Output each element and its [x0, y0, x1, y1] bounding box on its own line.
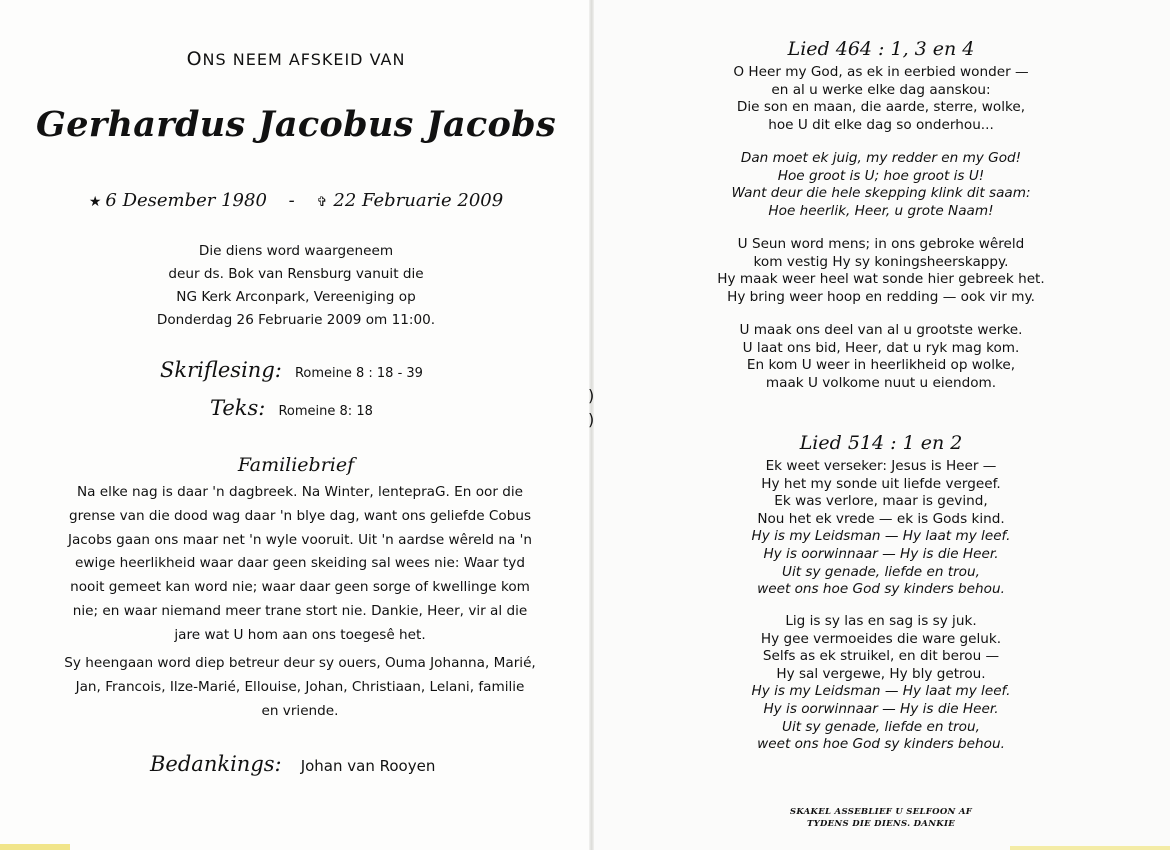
verse-line: Want deur die hele skepping klink dit saam: [731, 185, 1031, 202]
letter-line: nie; en waar niemand meer trane stort nie. Dankie, Heer, vir al die [72, 602, 528, 619]
fold-mark: ) [588, 410, 595, 429]
verse-line: weet ons hoe God sy kinders behou. [757, 581, 1005, 598]
verse-line: Hy gee vermoeides die ware geluk. [760, 630, 1002, 647]
verse-line: Hoe heerlik, Heer, u grote Naam! [768, 202, 994, 219]
acknowledgements-name: Johan van Rooyen [300, 757, 436, 775]
hymn-464-verse-3 [592, 236, 1170, 306]
verse-line: maak U volkome nuut u eiendom. [765, 374, 997, 391]
verse-line: Hy is oorwinnaar — Hy is die Heer. [763, 545, 999, 562]
verse-line: Hy is my Leidsman — Hy laat my leef. [751, 683, 1011, 700]
verse-line: Nou het ek vrede — ek is Gods kind. [757, 510, 1005, 527]
birth-date: 6 Desember 1980 [105, 190, 267, 211]
verse-line: Hy is my Leidsman — Hy laat my leef. [751, 528, 1011, 545]
verse-line: O Heer my God, as ek in eerbied wonder — [733, 64, 1029, 80]
service-line: Die diens word waargeneem [198, 243, 394, 259]
verse-line: Hy het my sonde uit liefde vergeef. [761, 475, 1001, 492]
hymn-514-verse-2 [592, 613, 1170, 754]
farewell-heading [0, 48, 592, 70]
page-edge-mark [0, 844, 70, 850]
service-line: Donderdag 26 Februarie 2009 om 11:00. [156, 312, 436, 328]
verse-line: Hy is oorwinnaar — Hy is die Heer. [763, 700, 999, 717]
verse-line: Uit sy genade, liefde en trou, [782, 718, 980, 735]
mourners-paragraph [44, 652, 556, 723]
letter-line: grense van die dood wag daar 'n blye dag, want ons geliefde Cobus [68, 507, 532, 524]
letter-line: Na elke nag is daar 'n dagbreek. Na Winter, lentepraG. En oor die [76, 484, 524, 500]
verse-line: Hy bring weer hoop en redding — ook vir my. [727, 288, 1035, 305]
verse-line: Lig is sy las en sag is sy juk. [785, 613, 977, 629]
hymn-464-verse-1 [592, 64, 1170, 134]
letter-line: Jacobs gaan ons maar net 'n wyle vooruit. Uit 'n aardse wêreld na 'n [67, 531, 533, 548]
verse-line: U laat ons bid, Heer, dat u ryk mag kom. [742, 339, 1020, 356]
hymn-514-verse-1 [592, 458, 1170, 599]
service-details [0, 240, 592, 332]
scripture-label: Skriflesing: [160, 358, 282, 382]
mourners-line: en vriende. [261, 702, 339, 719]
notice-line: TYDENS DIE DIENS. DANKIE [806, 819, 956, 829]
letter-line: nooit gemeet kan word nie; waar daar geen sorge of kwellinge kom [70, 579, 530, 596]
date-separator: - [288, 190, 295, 211]
acknowledgements [150, 752, 435, 776]
letter-line: ewige heerlikheid waar daar geen skeiding sal wees nie: Waar tyd [75, 555, 525, 572]
verse-line: En kom U weer in heerlikheid op wolke, [746, 357, 1016, 374]
mourners-line: Jan, Francois, Ilze-Marié, Ellouise, Johan, Christiaan, Lelani, familie [75, 678, 525, 695]
verse-line: Dan moet ek juig, my redder en my God! [740, 150, 1022, 166]
family-letter [44, 481, 556, 648]
hymn-464-refrain [592, 150, 1170, 220]
verse-line: Hy sal vergewe, Hy bly getrou. [776, 665, 986, 682]
farewell-heading-initial: O [186, 48, 203, 70]
hymn-514-title: Lied 514 : 1 en 2 [799, 432, 963, 454]
text-label: Teks: [210, 396, 266, 420]
notice-line: SKAKEL ASSEBLIEF U SELFOON AF [789, 807, 973, 817]
mourners-line: Sy heengaan word diep betreur deur sy ouers, Ouma Johanna, Marié, [64, 655, 536, 671]
family-letter-title: Familiebrief [237, 454, 355, 476]
service-line: deur ds. Bok van Rensburg vanuit die [168, 266, 424, 282]
scripture-reading [160, 358, 423, 382]
verse-line: Selfs as ek struikel, en dit berou — [762, 648, 1000, 665]
verse-line: U Seun word mens; in ons gebroke wêreld [737, 236, 1025, 252]
verse-line: Ek was verlore, maar is gevind, [774, 493, 988, 510]
verse-line: U maak ons deel van al u grootste werke. [739, 322, 1023, 338]
acknowledgements-label: Bedankings: [150, 752, 282, 776]
verse-line: en al u werke elke dag aanskou: [771, 81, 991, 98]
verse-line: Hoe groot is U; hoe groot is U! [777, 167, 985, 184]
sermon-text [210, 396, 373, 420]
hymn-464-title: Lied 464 : 1, 3 en 4 [787, 38, 975, 60]
verse-line: kom vestig Hy sy koningsheerskappy. [753, 253, 1009, 270]
death-date: 22 Februarie 2009 [333, 190, 504, 211]
letter-line: jare wat U hom aan ons toegesê het. [174, 626, 426, 643]
death-cross-icon: ✞ [316, 195, 328, 210]
verse-line: Die son en maan, die aarde, sterre, wolke, [736, 99, 1026, 116]
life-dates [0, 190, 592, 211]
text-reference: Romeine 8: 18 [278, 404, 373, 419]
verse-line: Ek weet verseker: Jesus is Heer — [765, 458, 997, 474]
page-edge-mark-right [1010, 846, 1170, 850]
verse-line: Hy maak weer heel wat sonde hier gebreek het. [717, 271, 1045, 288]
verse-line: weet ons hoe God sy kinders behou. [757, 736, 1005, 753]
verse-line: hoe U dit elke dag so onderhou... [768, 116, 994, 133]
service-line: NG Kerk Arconpark, Vereeniging op [176, 289, 416, 305]
birth-star-icon: ★ [88, 194, 102, 210]
farewell-heading-rest: NS NEEM AFSKEID VAN [202, 50, 406, 69]
scripture-reference: Romeine 8 : 18 - 39 [294, 366, 423, 381]
fold-mark: ) [588, 386, 595, 405]
verse-line: Uit sy genade, liefde en trou, [782, 563, 980, 580]
deceased-name: Gerhardus Jacobus Jacobs [36, 104, 556, 145]
cellphone-notice [592, 806, 1170, 830]
hymn-464-verse-4 [592, 322, 1170, 392]
